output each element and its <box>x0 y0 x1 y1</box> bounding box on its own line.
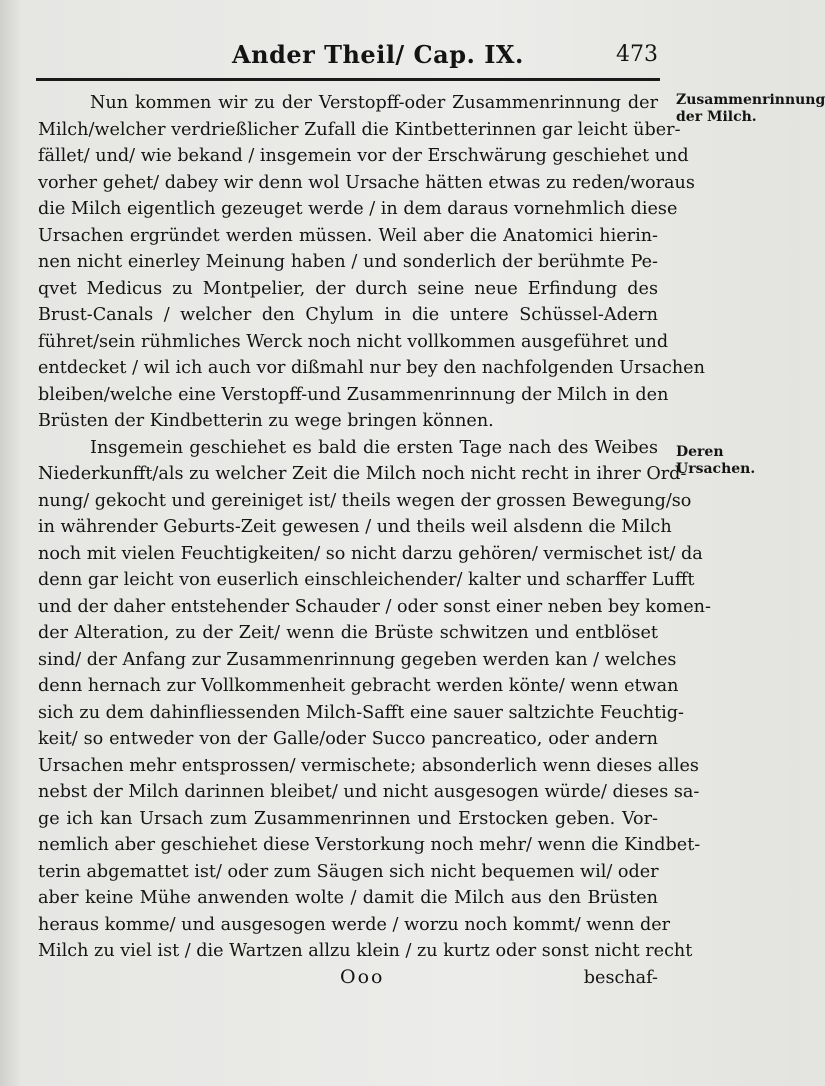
text-line: fället/ und/ wie bekand / insgemein vor der Erschwärung geschiehet und <box>38 146 689 166</box>
text-line: Brust-Canals / welcher den Chylum in die untere Schüssel-Adern <box>38 305 658 325</box>
text-line: in währender Geburts-Zeit gewesen / und theils weil alsdenn die Milch <box>38 517 672 537</box>
text-line: sich zu dem dahinfliessenden Milch-Safft eine sauer saltzichte Feuchtig- <box>38 702 684 723</box>
page-footer <box>38 966 658 996</box>
text-line: nen nicht einerley Meinung haben / und sonderlich der berühmte Pe- <box>38 252 658 272</box>
text-line: die Milch eigentlich gezeuget werde / in dem daraus vornehmlich diese <box>38 199 678 219</box>
margin-note-zusammenrinnung: Zusammenrinnung der Milch. <box>676 92 825 125</box>
text-line: heraus komme/ und ausgesogen werde / worzu noch kommt/ wenn der <box>38 914 671 935</box>
catchword: beschaf- <box>583 968 658 988</box>
text-line: nemlich aber geschiehet diese Verstorkung noch mehr/ wenn die Kindbet- <box>38 835 701 855</box>
text-line: keit/ so entweder von der Galle/oder Succo pancreatico, oder andern <box>38 729 658 749</box>
text-line: vorher gehet/ dabey wir denn wol Ursache hätten etwas zu reden/woraus <box>38 172 695 193</box>
body-text <box>38 90 711 965</box>
text-line: Milch zu viel ist / die Wartzen allzu klein / zu kurtz oder sonst nicht recht <box>38 941 693 961</box>
text-line: entdecket / wil ich auch vor dißmahl nur bey den nachfolgenden Ursachen <box>38 358 705 378</box>
text-line: und der daher entstehender Schauder / oder sonst einer neben bey komen- <box>38 596 711 617</box>
text-line: ge ich kan Ursach zum Zusammenrinnen und Erstocken geben. Vor- <box>38 808 658 829</box>
text-line: bleiben/welche eine Verstopff-und Zusammenrinnung der Milch in den <box>38 384 669 405</box>
text-line: Nun kommen wir zu der Verstopff-oder Zusammenrinnung der <box>90 93 658 113</box>
signature-mark: Ooo <box>340 966 385 988</box>
running-header <box>36 38 662 74</box>
text-line: terin abgemattet ist/ oder zum Säugen sich nicht bequemen wil/ oder <box>38 861 659 882</box>
text-line: noch mit vielen Feuchtigkeiten/ so nicht darzu gehören/ vermischet ist/ da <box>38 543 703 564</box>
text-line: führet/sein rühmliches Werck noch nicht vollkommen ausgeführet und <box>38 331 669 352</box>
text-line: nung/ gekocht und gereiniget ist/ theils wegen der grossen Bewegung/so <box>38 490 692 511</box>
text-line: der Alteration, zu der Zeit/ wenn die Brüste schwitzen und entblöset <box>38 623 658 643</box>
page-number: 473 <box>616 42 658 67</box>
text-line: Niederkunfft/als zu welcher Zeit die Milch noch nicht recht in ihrer Ord- <box>38 464 687 484</box>
text-line: sind/ der Anfang zur Zusammenrinnung gegeben werden kan / welches <box>38 649 677 670</box>
header-rule <box>36 78 660 81</box>
running-title: Ander Theil/ Cap. IX. <box>232 40 524 69</box>
text-line: qvet Medicus zu Montpelier, der durch seine neue Erfindung des <box>38 278 658 299</box>
text-line: denn gar leicht von euserlich einschleichender/ kalter und scharffer Lufft <box>38 570 695 590</box>
text-line: aber keine Mühe anwenden wolte / damit die Milch aus den Brüsten <box>38 888 658 908</box>
margin-note-ursachen: Deren Ursachen. <box>676 444 756 477</box>
text-line: Insgemein geschiehet es bald die ersten Tage nach des Weibes <box>90 437 658 458</box>
text-line: Brüsten der Kindbetterin zu wege bringen können. <box>38 411 494 431</box>
text-line: Ursachen ergründet werden müssen. Weil aber die Anatomici hierin- <box>38 225 658 246</box>
text-line: denn hernach zur Vollkommenheit gebracht werden könte/ wenn etwan <box>38 676 679 696</box>
text-line: nebst der Milch darinnen bleibet/ und nicht ausgesogen würde/ dieses sa- <box>38 782 700 802</box>
text-line: Milch/welcher verdrießlicher Zufall die Kintbetterinnen gar leicht über- <box>38 119 681 140</box>
text-line: Ursachen mehr entsprossen/ vermischete; absonderlich wenn dieses alles <box>38 755 699 776</box>
